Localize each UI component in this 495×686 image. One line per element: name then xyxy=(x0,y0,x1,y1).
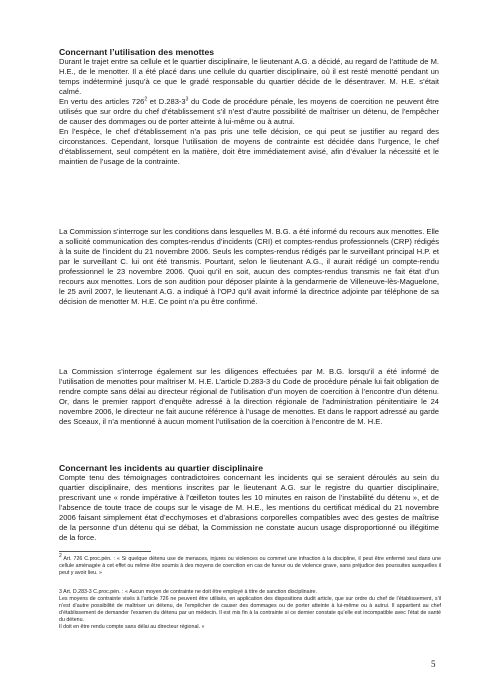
section-incidents xyxy=(59,463,439,543)
paragraph-block xyxy=(59,367,439,427)
footnote-number: 3 xyxy=(59,589,62,595)
footnote-ref: 2 xyxy=(144,96,148,103)
footnote-text: Art. D.283-3 C.proc.pén. : « Aucun moyen de contrainte ne doit être employé à titre de sanction disciplinaire. xyxy=(61,589,317,595)
paragraph-text: du Code de procédure pénale, les moyens de coercition ne peuvent être utilisés que sur ordre du chef d’établissement s’il n’est d’autre possibilité de maîtriser un détenu, de l’empêcher de causer des dommages ou de porter atteinte à lui-même ou à autrui. xyxy=(59,97,439,126)
footnote-text: Art. 726 C.proc.pén. : « Si quelque détenu use de menaces, injures ou violences ou commet une infraction à la discipline, il peut être enfermé seul dans une cellule aménagée à cet effet ou même être soumis à des moyens de coercition en cas de fureur ou de violence grave, sans préjudice des poursuites auxquelles il peut y avoir lieu. » xyxy=(59,556,441,576)
paragraph: Compte tenu des témoignages contradictoires concernant les incidents qui se seraient déroulés au sein du quartier disciplinaire, des mentions inscrites par le lieutenant A.G. sur le registre du quartier disciplinaire, prescrivant une « ronde impérative à l’œilleton toutes les 10 minutes en raison de l’instabilité du détenu », et de l’absence de toute trace de coups sur le visage de M. H.E., les mentions du certificat médical du 21 novembre 2006 faisant simplement état d’ecchymoses et d’abrasions corporelles compatibles avec des gestes de maîtrise de la personne d’un détenu qui se débat, la Commission ne constate aucun usage disproportionné ou illégitime de la force. xyxy=(59,473,439,542)
footnote-text: Les moyens de contrainte visés à l’article 726 ne peuvent être utilisés, en application des dispositions dudit article, que sur ordre du chef de l’établissement, s’il n’est d’autre possibilité de maîtriser un détenu, de l’empêcher de causer des dommages ou de porter atteinte à lui-même ou à autrui. Il appartient au chef d’établissement de demander l’examen du détenu par un médecin. Il est mis fin à la contrainte si ce dernier constate qu’elle est incompatible avec l’état de santé du détenu. xyxy=(59,596,441,623)
section-menottes xyxy=(59,47,439,167)
footnote-3 xyxy=(59,589,441,631)
footnote-ref: 3 xyxy=(185,96,189,103)
paragraph: En l’espèce, le chef d’établissement n’a pas pris une telle décision, ce qui peut se justifier au regard des circonstances. Cependant, lorsque l’utilisation de moyens de contrainte est décidée dans l’urgence, le chef d’établissement, seul compétent en la matière, doit être immédiatement avisé, afin d’évaluer la nécessité et le maintien de l’usage de la contrainte. xyxy=(59,127,439,166)
section-heading: Concernant l’utilisation des menottes xyxy=(59,47,215,57)
paragraph-text: et D.283-3 xyxy=(147,97,186,106)
section-heading: Concernant les incidents au quartier disciplinaire xyxy=(59,463,264,473)
footnote-number: 2 xyxy=(59,553,62,560)
paragraph: La Commission s’interroge sur les conditions dans lesquelles M. B.G. a été informé du recours aux menottes. Elle a sollicité communication des comptes-rendus d’incidents (CRI) et comptes-rendus professionnels (CRP) rédigés à la suite de l’incident du 21 novembre 2006. Seuls les comptes-rendus rédigés par le surveillant principal H.P. et par le surveillant C. lui ont été transmis. Pourtant, selon le lieutenant A.G., il aurait rédigé un compte-rendu professionnel le 23 novembre 2006. Quoi qu’il en soit, aucun des comptes-rendus transmis ne fait état d’un recours aux menottes. Lors de son audition pour déposer plainte à la gendarmerie de Villeneuve-lès-Maguelone, le 25 avril 2007, le lieutenant A.G. a indiqué à l’OPJ qu’il avait informé la directrice adjointe par téléphone de sa décision de menotter M. H.E. Ce point n’a pu être confirmé. xyxy=(59,227,439,306)
footnote-2 xyxy=(59,553,441,577)
paragraph: La Commission s’interroge également sur les diligences effectuées par M. B.G. lorsqu’il a été informé de l’utilisation de menottes pour maîtriser M. H.E. L’article D.283-3 du Code de procédure pénale lui fait obligation de rendre compte sans délai au directeur régional de l’utilisation d’un moyen de coercition à l’encontre d’un détenu. Or, dans le premier rapport d’enquête adressé à la direction régionale de l’administration pénitentiaire le 24 novembre 2006, le directeur ne fait aucune référence à l’usage de menottes. Et dans le rapport adressé au garde des Sceaux, il n’a mentionné à aucun moment l’utilisation de la coercition à l’encontre de M. H.E. xyxy=(59,367,439,426)
footnote-separator xyxy=(59,551,151,552)
paragraph xyxy=(59,97,439,127)
page-number: 5 xyxy=(431,659,436,669)
paragraph-block xyxy=(59,227,439,307)
paragraph-text: En vertu des articles 726 xyxy=(59,97,145,106)
footnote-text: Il doit en être rendu compte sans délai au directeur régional. » xyxy=(59,624,205,630)
paragraph: Durant le trajet entre sa cellule et le quartier disciplinaire, le lieutenant A.G. a décidé, au regard de l’attitude de M. H.E., de le menotter. Il a été placé dans une cellule du quartier disciplinaire, où il est resté menotté pendant un temps indéterminé jusqu’à ce que le gradé responsable du quartier décide de le désentraver. M. H.E. s’était calmé. xyxy=(59,57,439,96)
